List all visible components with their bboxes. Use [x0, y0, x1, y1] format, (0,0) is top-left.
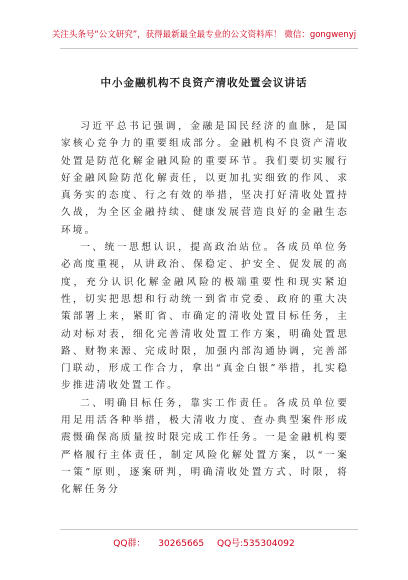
document-title: 中小金融机构不良资产清收处置会议讲话 [100, 77, 308, 89]
footer-divider [60, 529, 358, 530]
paragraph-intro: 习近平总书记强调，金融是国民经济的血脉，是国家核心竞争力的重要组成部分。金融机构不良资产清收处置是防范化解金融风险的重要环节。我们要切实履行好金融风险防范化解责任，以更加扎实细致的作风、求真务实的态度、行之有效的举措，坚决打好清收处置持久战，为全区金融持续、健康发展营造良好的金融生态环境。 [61, 121, 349, 236]
document-body [61, 118, 349, 499]
paragraph-section-1: 一、统一思想认识，提高政治站位。各成员单位务必高度重视，从讲政治、保稳定、护安全、促发展的高度，充分认识化解金融风险的极端重要性和现实紧迫性，切实把思想和行动统一到省市党委、政府的重大决策部署上来，紧盯省、市确定的清收处置目标任务，主动对标对表，细化完善清收处置工作方案，明确处置思路、财物来源、完成时限，加强内部沟通协调，完善部门联动，形成工作合力，拿出“真金白银”举措，扎实稳步推进清收处置工作。 [61, 242, 349, 392]
header-divider [60, 48, 358, 49]
paragraph-section-2: 二、明确目标任务，靠实工作责任。各成员单位要用足用活各种举措，极大清收力度、查办典型案件形成震慑确保高质量按时限完成工作任务。一是金融机构要严格履行主体责任，制定风险化解处置方案，以“一案一策”原则，逐案研判，明确清收处置方式、时限，将化解任务分 [61, 397, 349, 496]
header-banner: 关注头条号“公文研究”，获得最新最全最专业的公文资料库！ 微信：gongwenyj [51, 30, 357, 40]
footer-contact: QQ群： 30265665 QQ号:535304092 [113, 539, 295, 549]
